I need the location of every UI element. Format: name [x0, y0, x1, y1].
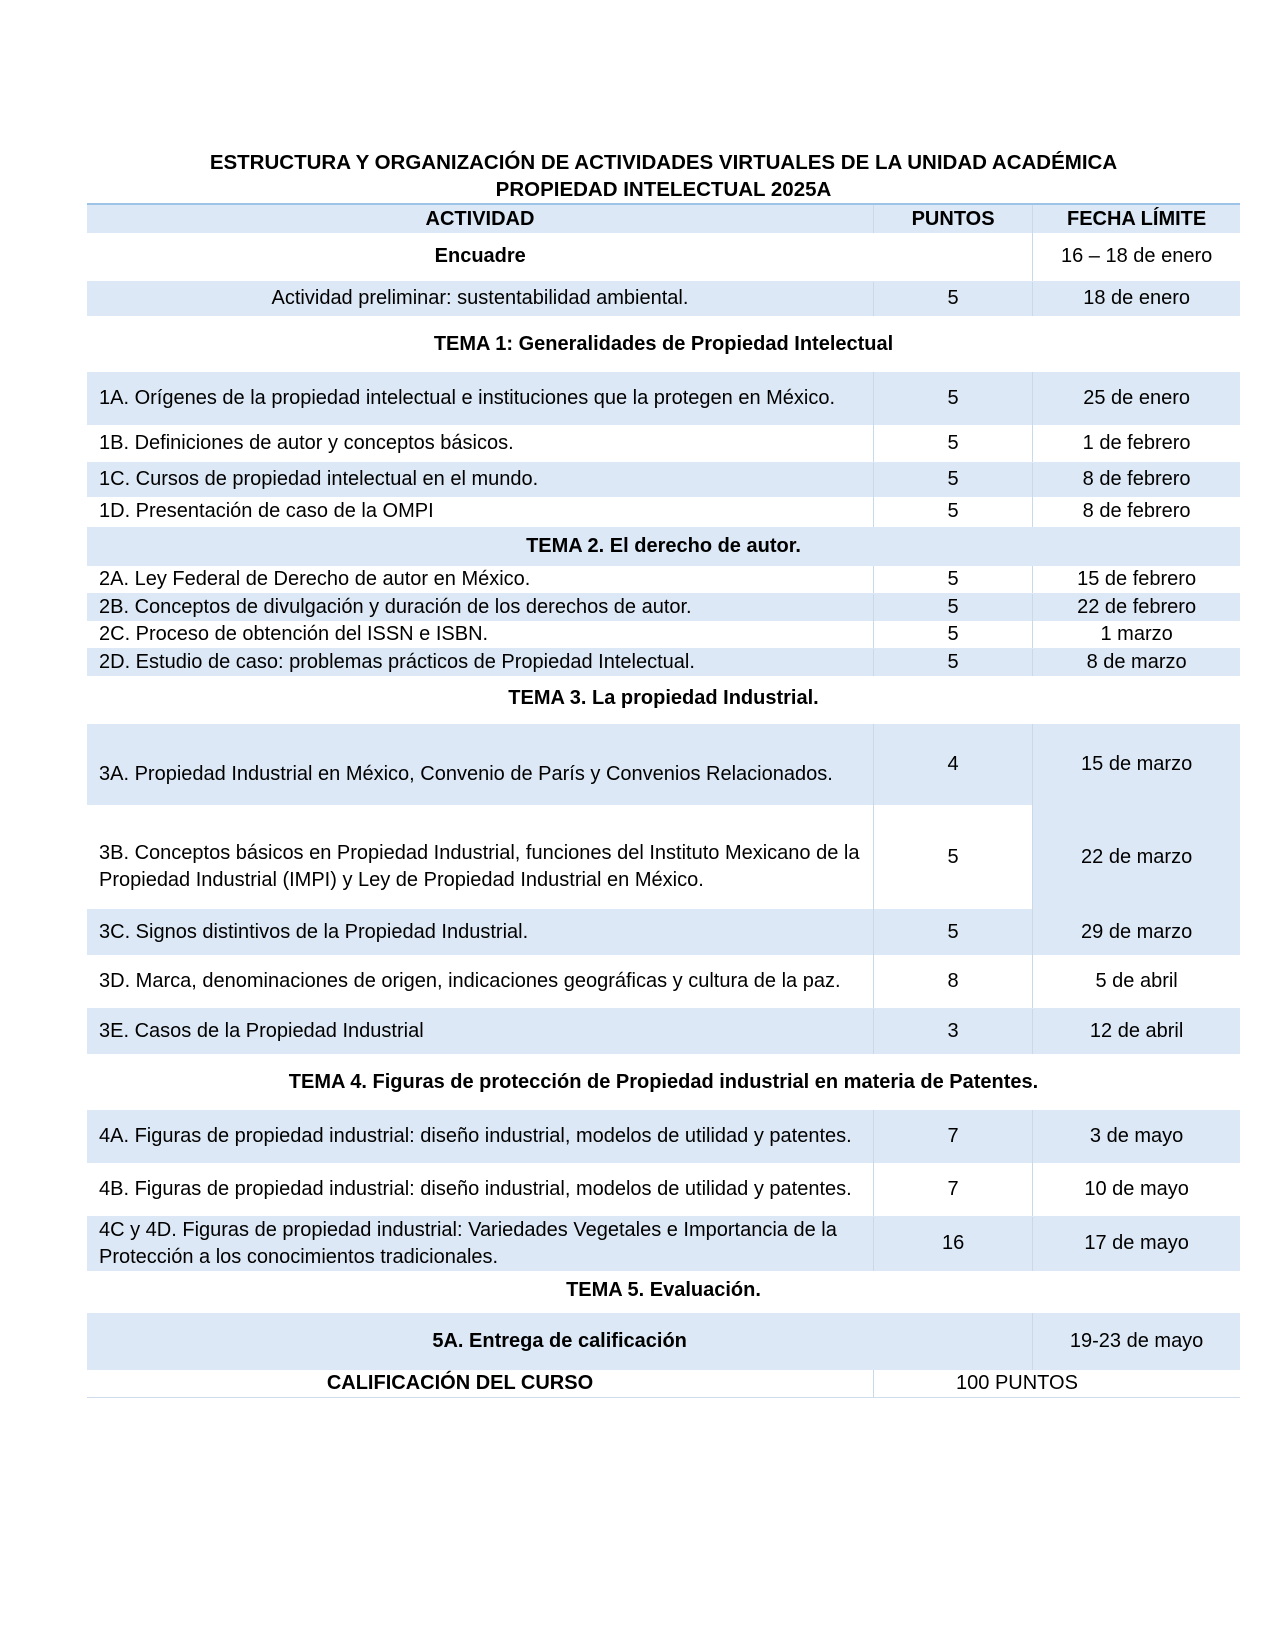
table-row: [87, 1313, 1240, 1370]
activity-2a-date: 15 de febrero: [1033, 566, 1240, 594]
activity-1c-date: 8 de febrero: [1033, 462, 1240, 497]
encuadre-points: [873, 233, 1032, 281]
theme-row-5: [87, 1271, 1240, 1313]
activity-1b-label: 1B. Definiciones de autor y conceptos básicos.: [87, 425, 873, 462]
activity-4a-label: 4A. Figuras de propiedad industrial: diseño industrial, modelos de utilidad y patentes.: [87, 1110, 873, 1163]
preliminar-points: 5: [873, 281, 1032, 316]
table-row-encuadre: [87, 233, 1240, 281]
table-row-preliminar: [87, 281, 1240, 316]
header-activity: ACTIVIDAD: [87, 204, 873, 233]
activity-5a-date: 19-23 de mayo: [1033, 1313, 1240, 1370]
encuadre-label: Encuadre: [87, 233, 873, 281]
activity-4b-points: 7: [873, 1163, 1032, 1216]
table-row: [87, 372, 1240, 425]
header-deadline: FECHA LÍMITE: [1033, 204, 1240, 233]
activity-2b-label: 2B. Conceptos de divulgación y duración de los derechos de autor.: [87, 594, 873, 622]
title-line-2: PROPIEDAD INTELECTUAL 2025A: [495, 178, 832, 201]
activity-1c-points: 5: [873, 462, 1032, 497]
activity-2d-points: 5: [873, 649, 1032, 677]
activity-4b-label: 4B. Figuras de propiedad industrial: diseño industrial, modelos de utilidad y patentes.: [87, 1163, 873, 1216]
activity-3a-date: 15 de marzo: [1033, 724, 1240, 805]
table-row: [87, 955, 1240, 1008]
theme-1-title: TEMA 1: Generalidades de Propiedad Intelectual: [87, 316, 1240, 372]
activity-2c-date: 1 marzo: [1033, 621, 1240, 649]
table-row: [87, 462, 1240, 497]
table-row: [87, 1110, 1240, 1163]
table-row: [87, 594, 1240, 622]
total-row: [87, 1370, 1240, 1398]
theme-row-4: [87, 1054, 1240, 1110]
activity-2b-points: 5: [873, 594, 1032, 622]
activity-1d-points: 5: [873, 497, 1032, 527]
activity-1a-points: 5: [873, 372, 1032, 425]
table-row: [87, 497, 1240, 527]
theme-5-title: TEMA 5. Evaluación.: [87, 1271, 1240, 1313]
encuadre-date: 16 – 18 de enero: [1033, 233, 1240, 281]
activity-4cd-date: 17 de mayo: [1033, 1216, 1240, 1271]
activity-3b-label: 3B. Conceptos básicos en Propiedad Industrial, funciones del Instituto Mexicano de la Propiedad Industrial (IMPI) y Ley de Propiedad Industrial en México.: [87, 805, 873, 909]
activity-3b-points: 5: [873, 805, 1032, 909]
table-row: [87, 566, 1240, 594]
table-row: [87, 724, 1240, 805]
theme-2-title: TEMA 2. El derecho de autor.: [87, 527, 1240, 566]
activity-1b-date: 1 de febrero: [1033, 425, 1240, 462]
activity-4a-date: 3 de mayo: [1033, 1110, 1240, 1163]
title-line-1: ESTRUCTURA Y ORGANIZACIÓN DE ACTIVIDADES VIRTUALES DE LA UNIDAD ACADÉMICA: [209, 151, 1118, 174]
table-row: [87, 805, 1240, 909]
table-row: [87, 1216, 1240, 1271]
preliminar-date: 18 de enero: [1033, 281, 1240, 316]
activity-3c-label: 3C. Signos distintivos de la Propiedad Industrial.: [87, 909, 873, 955]
table-row: [87, 1163, 1240, 1216]
activity-1a-label: 1A. Orígenes de la propiedad intelectual e instituciones que la protegen en México.: [87, 372, 873, 425]
page-title: [87, 149, 1240, 203]
activities-table: [87, 203, 1240, 1398]
header-points: PUNTOS: [873, 204, 1032, 233]
activity-3d-date: 5 de abril: [1033, 955, 1240, 1008]
table-row: [87, 909, 1240, 955]
table-header-row: [87, 204, 1240, 233]
activity-4cd-points: 16: [873, 1216, 1032, 1271]
activity-3e-date: 12 de abril: [1033, 1008, 1240, 1054]
activity-3e-label: 3E. Casos de la Propiedad Industrial: [87, 1008, 873, 1054]
activity-5a-label: 5A. Entrega de calificación: [87, 1313, 1033, 1370]
theme-3-title: TEMA 3. La propiedad Industrial.: [87, 676, 1240, 724]
activity-3e-points: 3: [873, 1008, 1032, 1054]
total-value: 100 PUNTOS: [873, 1370, 1240, 1398]
table-row: [87, 621, 1240, 649]
activity-2c-label: 2C. Proceso de obtención del ISSN e ISBN.: [87, 621, 873, 649]
activity-1b-points: 5: [873, 425, 1032, 462]
table-row: [87, 1008, 1240, 1054]
activity-3d-points: 8: [873, 955, 1032, 1008]
activity-1a-date: 25 de enero: [1033, 372, 1240, 425]
activity-1c-label: 1C. Cursos de propiedad intelectual en el mundo.: [87, 462, 873, 497]
activity-4b-date: 10 de mayo: [1033, 1163, 1240, 1216]
activity-2b-date: 22 de febrero: [1033, 594, 1240, 622]
activity-1d-date: 8 de febrero: [1033, 497, 1240, 527]
activity-3d-label: 3D. Marca, denominaciones de origen, indicaciones geográficas y cultura de la paz.: [87, 955, 873, 1008]
theme-row-1: [87, 316, 1240, 372]
table-row: [87, 425, 1240, 462]
table-row: [87, 649, 1240, 677]
theme-row-3: [87, 676, 1240, 724]
activity-3c-points: 5: [873, 909, 1032, 955]
activity-4a-points: 7: [873, 1110, 1032, 1163]
activity-2d-date: 8 de marzo: [1033, 649, 1240, 677]
preliminar-label: Actividad preliminar: sustentabilidad ambiental.: [87, 281, 873, 316]
activity-3c-date: 29 de marzo: [1033, 909, 1240, 955]
activity-3a-points: 4: [873, 724, 1032, 805]
total-label: CALIFICACIÓN DEL CURSO: [87, 1370, 873, 1398]
activity-2d-label: 2D. Estudio de caso: problemas prácticos de Propiedad Intelectual.: [87, 649, 873, 677]
activity-2c-points: 5: [873, 621, 1032, 649]
activity-2a-points: 5: [873, 566, 1032, 594]
theme-4-title: TEMA 4. Figuras de protección de Propiedad industrial en materia de Patentes.: [87, 1054, 1240, 1110]
activity-1d-label: 1D. Presentación de caso de la OMPI: [87, 497, 873, 527]
theme-row-2: [87, 527, 1240, 566]
activity-3b-date: 22 de marzo: [1033, 805, 1240, 909]
activity-2a-label: 2A. Ley Federal de Derecho de autor en México.: [87, 566, 873, 594]
activity-4cd-label: 4C y 4D. Figuras de propiedad industrial: Variedades Vegetales e Importancia de la Protección a los conocimientos tradicionales.: [87, 1216, 873, 1271]
activity-3a-label: 3A. Propiedad Industrial en México, Convenio de París y Convenios Relacionados.: [87, 724, 873, 805]
